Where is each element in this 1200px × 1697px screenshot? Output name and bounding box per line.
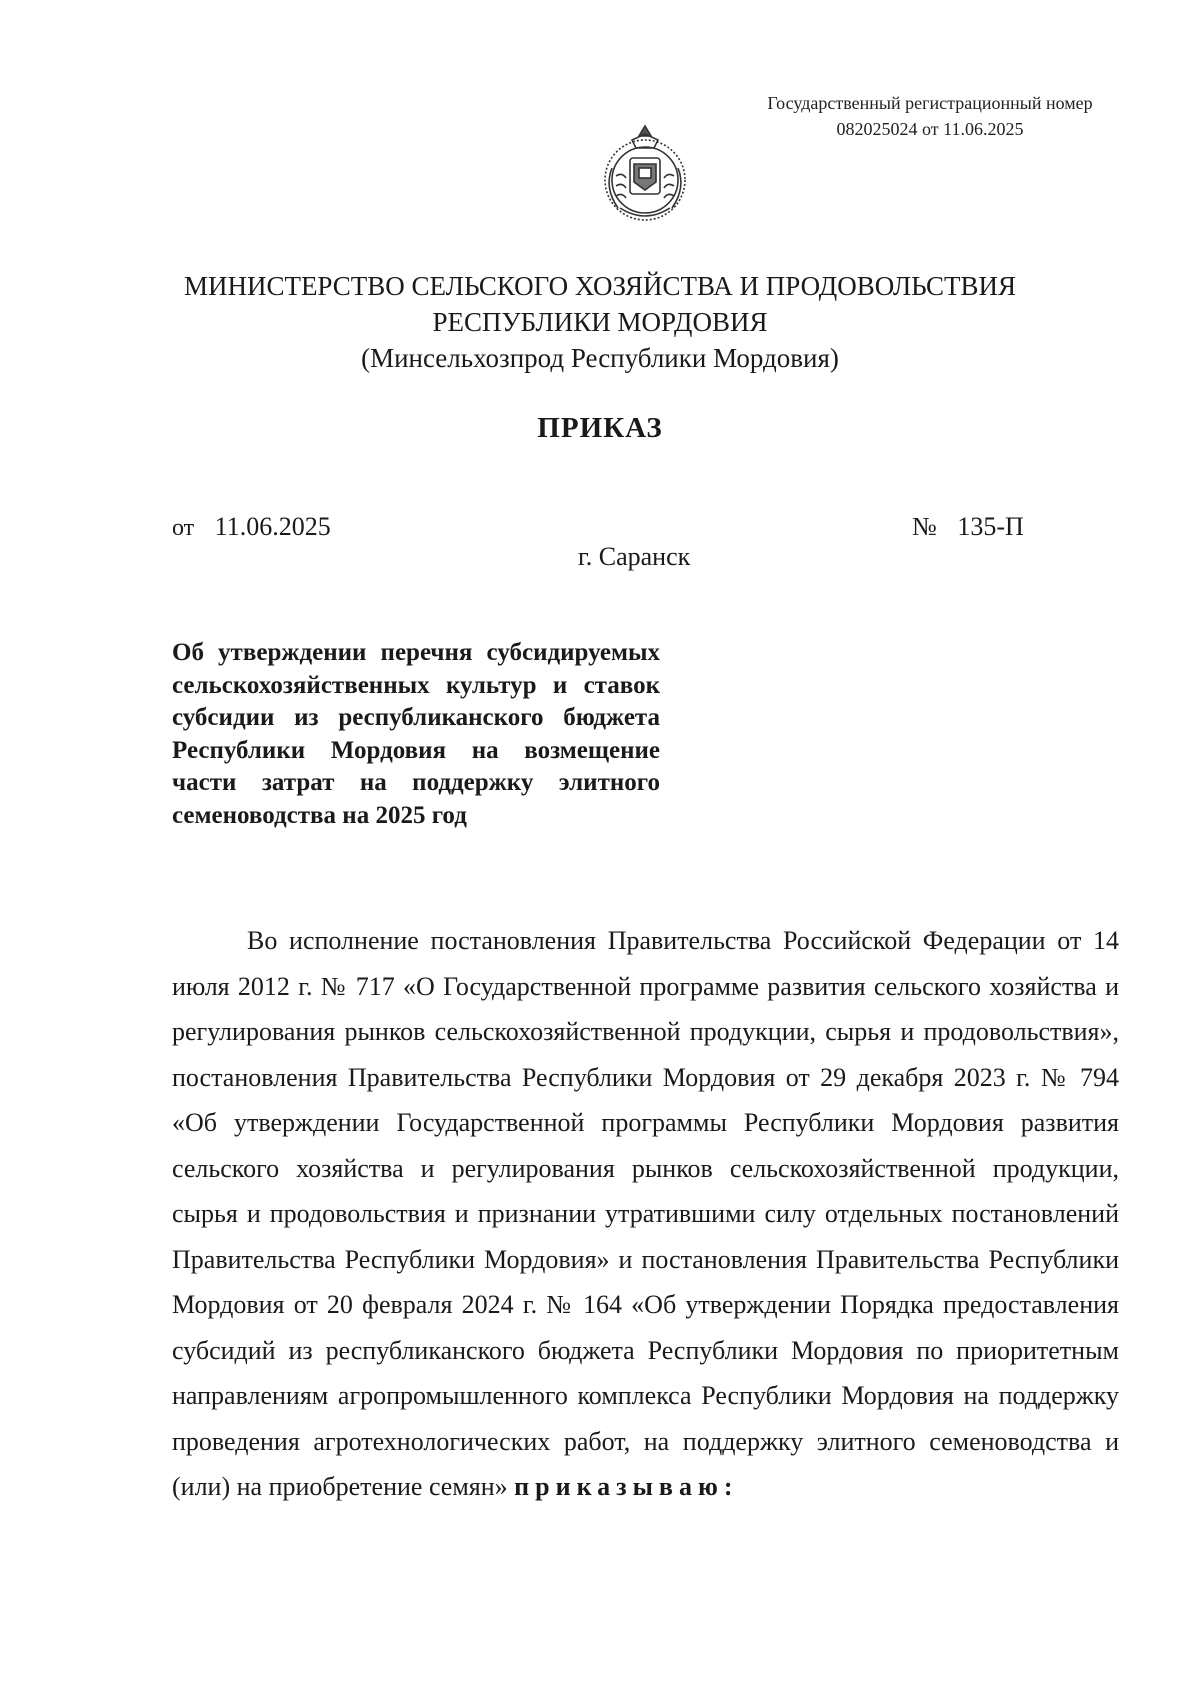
date-prefix: от xyxy=(172,515,195,541)
order-word: приказываю: xyxy=(514,1472,739,1501)
ministry-name xyxy=(0,268,1200,376)
document-date xyxy=(172,512,331,542)
registration-number: 082025024 от 11.06.2025 xyxy=(836,119,1024,139)
coat-of-arms-icon xyxy=(590,118,700,230)
body-text: Во исполнение постановления Правительства Российской Федерации от 14 июля 2012 г. № 717 «О Государственной программе развития сельского хозяйства и регулирования рынков сельскохозяйственной продукции, сырья и продовольствия», постановления Правительства Республики Мордовия от 29 декабря 2023 г. № 794 «Об утверждении Государственной программы Республики Мордовия развития сельского хозяйства и регулирования рынков сельскохозяйственной продукции, сырья и продовольствия и признании утратившими силу отдельных постановлений Правительства Республики Мордовия» и постановления Правительства Республики Мордовия от 20 февраля 2024 г. № 164 «Об утверждении Порядка предоставления субсидий из республиканского бюджета Республики Мордовия по приоритетным направлениям агропромышленного комплекса Республики Мордовия на поддержку проведения агротехнологических работ, на поддержку элитного семеноводства и (или) на приобретение семян» xyxy=(172,926,1119,1501)
ministry-line-1: МИНИСТЕРСТВО СЕЛЬСКОГО ХОЗЯЙСТВА И ПРОДОВОЛЬСТВИЯ xyxy=(183,271,1017,301)
number-prefix: № xyxy=(912,512,937,541)
document-type: ПРИКАЗ xyxy=(537,412,663,444)
registration-label: Государственный регистрационный номер xyxy=(767,93,1093,113)
registration-note xyxy=(760,90,1100,142)
number-value: 135-П xyxy=(957,512,1024,541)
document-city: г. Саранск xyxy=(578,542,691,571)
document-number xyxy=(912,512,1024,542)
body-paragraph xyxy=(172,918,1119,1510)
ministry-line-3: (Минсельхозпрод Республики Мордовия) xyxy=(361,343,839,373)
document-subject: Об утверждении перечня субсидируемых сельскохозяйственных культур и ставок субсидии из республиканского бюджета Республики Мордовия на возмещение части затрат на поддержку элитного семеноводства на 2025 год xyxy=(172,639,660,829)
ministry-line-2: РЕСПУБЛИКИ МОРДОВИЯ xyxy=(432,307,768,337)
date-value: 11.06.2025 xyxy=(214,512,331,541)
